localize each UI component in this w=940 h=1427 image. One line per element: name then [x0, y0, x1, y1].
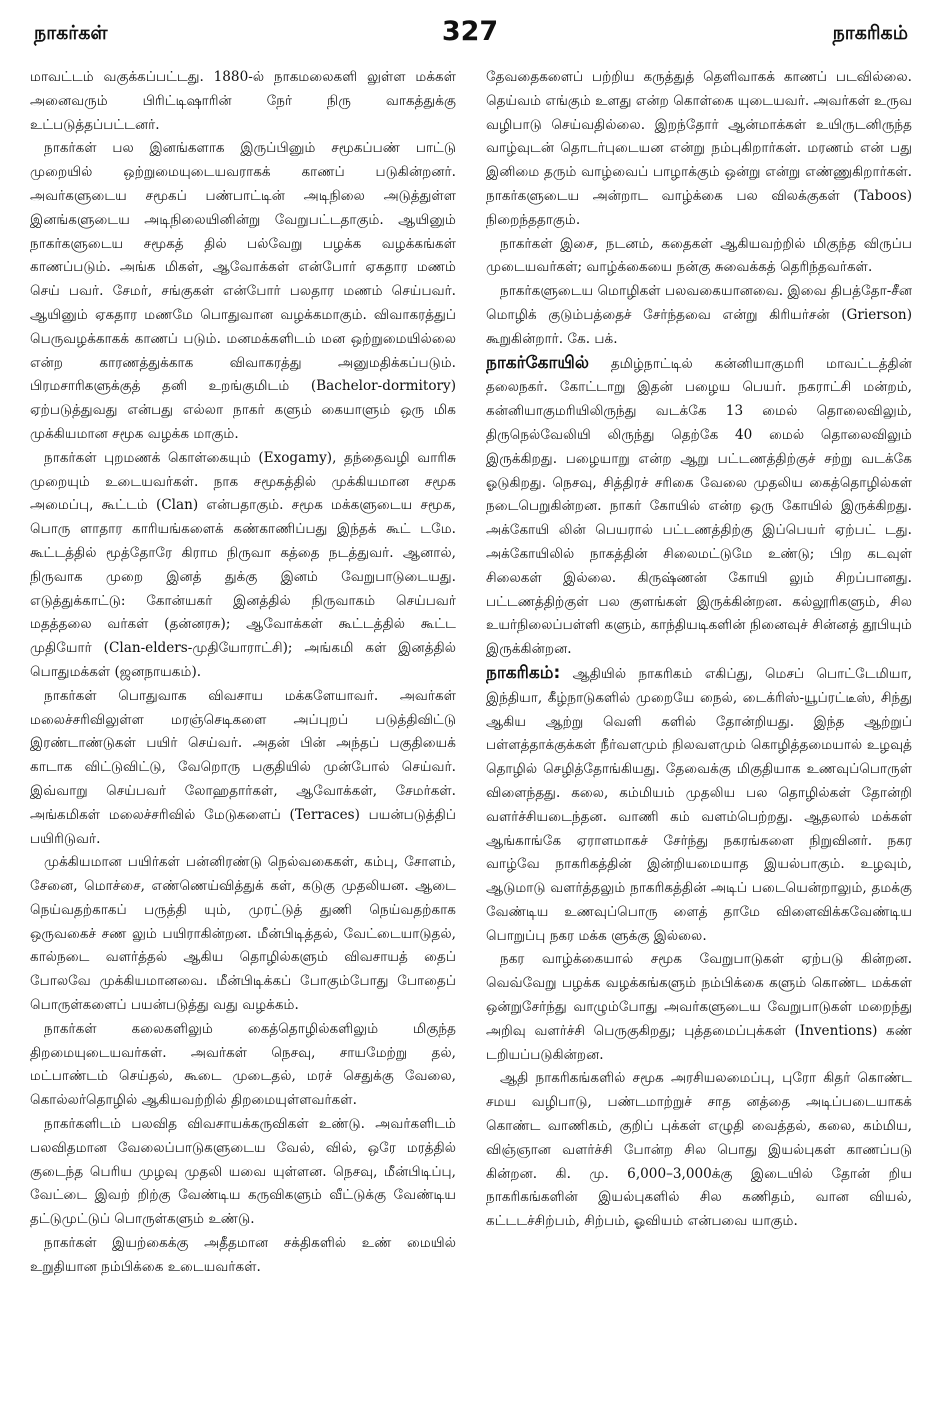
entry-nagercoil	[486, 352, 912, 662]
right-column	[486, 66, 912, 1416]
paragraph: நாகர்கள் கலைகளிலும் கைத்தொழில்களிலும் மிகுந்த திறமையுடையவர்கள். அவர்கள் நெசவு, சாயமேற்று தல், மட்பாண்டம் செய்தல், கூடை முடைதல், மரச் செதுக்கு வேலை, கொல்லர்தொழில் ஆகியவற்றில் திறமையுள்ளவர்கள்.	[30, 1020, 456, 1109]
entry-civilization	[486, 662, 912, 949]
running-head-right: நாகரிகம்	[832, 22, 908, 44]
entry-body: தமிழ்நாட்டில் கன்னியாகுமரி மாவட்டத்தின் தலைநகர். கோட்டாறு இதன் பழைய பெயர். நகராட்சி மன்றம், கன்னியாகுமரியிலிருந்து வடக்கே 13 மைல் தொலைவிலும், திருநெல்வேலியி லிருந்து தெற்கே 40 மைல் தொலைவிலும் இருக்கிறது. பழையாறு என்ற ஆறு பட்டணத்திற்குச் சற்று வடக்கே ஓடுகிறது. நெசவு, சித்திரச் சரிகை வேலை முதலிய கைத்தொழில்கள் நடைபெறுகின்றன. நாகர் கோயில் என்ற ஒரு கோயில் இருக்கிறது. அக்கோயி லின் பெயரால் பட்டணத்திற்கு இப்பெயர் ஏற்பட் டது. அக்கோயிலில் நாகத்தின் சிலைமட்டுமே உண்டு; பிற கடவுள் சிலைகள் இல்லை. கிருஷ்ணன் கோயி லும் சிறப்பானது. பட்டணத்திற்குள் பல குளங்கள் இருக்கின்றன. கல்லூரிகளும், சில உயர்நிலைப்பள்ளி களும், காந்தியடிகளின் நினைவுச் சின்னத் தூபியும் இருக்கின்றன.	[486, 355, 912, 658]
page-number: 327	[441, 16, 499, 47]
entry-heading: நாகரிகம்:	[486, 662, 561, 683]
paragraph: ஆதி நாகரிகங்களில் சமூக அரசியலமைப்பு, புரோ கிதர் கொண்ட சமய வழிபாடு, பண்டமாற்றுச் சாத னத்தை அடிப்படையாகக் கொண்ட வாணிகம், குறிப் புக்கள் எழுதி வைத்தல், கலை, கம்மிய, விஞ்ஞான வளர்ச்சி போன்ற சில பொது இயல்புகள் காணப்படு கின்றன. கி. மு. 6,000–3,000க்கு இடையில் தோன் றிய நாகரிகங்களின் இயல்புகளில் சில கணிதம், வான வியல், கட்டடச்சிற்பம், சிற்பம், ஓவியம் என்பவை யாகும்.	[486, 1070, 912, 1230]
paragraph: முக்கியமான பயிர்கள் பன்னிரண்டு நெல்வகைகள், கம்பு, சோளம், சேனை, மொச்சை, எண்ணெய்வித்துக் கள், கடுகு முதலியன. ஆடை நெய்வதற்காகப் பருத்தி யும், முரட்டுத் துணி நெய்வதற்காக ஒருவகைச் சண லும் பயிராகின்றன. மீன்பிடித்தல், வேட்டையாடுதல், கால்நடை வளர்த்தல் ஆகிய தொழில்களும் விவசாயத் தைப் போலவே முக்கியமானவை. மீன்பிடிக்கப் போகும்போது போதைப் பொருள்களைப் பயன்படுத்து வது வழக்கம்.	[30, 854, 456, 1014]
paragraph: நாகர்கள் இசை, நடனம், கதைகள் ஆகியவற்றில் மிகுந்த விருப்ப முடையவர்கள்; வாழ்க்கையை நன்கு சுவைக்கத் தெரிந்தவர்கள்.	[486, 235, 912, 276]
running-head-left: நாகர்கள்	[34, 22, 108, 44]
page-header	[0, 0, 940, 64]
paragraph: நகர வாழ்க்கையால் சமூக வேறுபாடுகள் ஏற்படு கின்றன. வெவ்வேறு பழக்க வழக்கங்களும் நம்பிக்கை களும் கொண்ட மக்கள் ஒன்றுசேர்ந்து வாழும்போது அவர்களுடைய வேறுபாடுகள் மறைந்து அறிவு வளர்ச்சி பெருகுகிறது; புத்தமைப்புக்கள் (Inventions) கண் டறியப்படுகின்றன.	[486, 951, 912, 1063]
paragraph: நாகர்கள் பல இனங்களாக இருப்பினும் சமூகப்பண் பாட்டு முறையில் ஒற்றுமையுடையவராகக் காணப் படுகின்றனர். அவர்களுடைய சமூகப் பண்பாட்டின் அடிநிலை அடுத்துள்ள இனங்களுடைய அடிநிலையினின்று வேறுபட்டதாகும். ஆயினும் நாகர்களுடைய சமூகத் தில் பல்வேறு பழக்க வழக்கங்கள் காணப்படும். அங்க மிகள், ஆவோக்கள் என்போர் ஏகதார மணம் செய் பவர். சேமர், சங்குகள் என்போர் பலதார மணம் செய்பவர். ஆயினும் ஏகதார மணமே பொதுவான வழக்கமாகும். விவாகரத்துப் பெருவழக்காகக் காணப் படும். மனமக்களிடம் மன ஒற்றுமையில்லை என்ற காரணத்துக்காக விவாகரத்து அனுமதிக்கப்படும். பிரமசாரிகளுக்குத் தனி உறங்குமிடம் (Bachelor-dormitory) ஏற்படுத்துவது என்பது எல்லா நாகர் களும் கையாளும் ஒரு மிக முக்கியமான சமூக வழக்க மாகும்.	[30, 140, 456, 442]
paragraph: நாகர்கள் இயற்கைக்கு அதீதமான சக்திகளில் உண் மையில் உறுதியான நம்பிக்கை உடையவர்கள்.	[30, 1235, 456, 1275]
paragraph: நாகர்கள் புறமணக் கொள்கையும் (Exogamy), தந்தைவழி வாரிசு முறையும் உடையவர்கள். நாக சமூகத்தில் முக்கியமான சமூக அமைப்பு, கூட்டம் (Clan) என்பதாகும். சமூக மக்களுடைய சமூக, பொரு ளாதார காரியங்களைக் கண்காணிப்பது இந்தக் கூட் டமே. கூட்டத்தில் மூத்தோரே கிராம நிருவா கத்தை நடத்துவர். ஆனால், நிருவாக முறை இனத் துக்கு இனம் வேறுபாடுடையது. எடுத்துக்காட்டு: கோன்யகர் இனத்தில் நிருவாகம் செய்பவர் மதத்தலை வர்கள் (தன்னரசு); ஆவோக்கள் கூட்டத்தில் கூட்ட முதியோர் (Clan-elders-முதியோராட்சி); அங்கமி கள் இனத்தில் பொதுமக்கள் (ஜனநாயகம்).	[30, 449, 456, 680]
paragraph: மாவட்டம் வகுக்கப்பட்டது. 1880-ல் நாகமலைகளி லுள்ள மக்கள் அனைவரும் பிரிட்டிஷாரின் நேர் நிரு வாகத்துக்கு உட்படுத்தப்பட்டனர்.	[30, 69, 456, 133]
paragraph: நாகர்களிடம் பலவித விவசாயக்கருவிகள் உண்டு. அவர்களிடம் பலவிதமான வேலைப்பாடுகளுடைய வேல், வில், ஒரே மரத்தில் குடைந்த பெரிய முழவு முதலி யவை யுள்ளன. நெசவு, மீன்பிடிப்பு, வேட்டை இவற் றிற்கு வேண்டிய கருவிகளும் வீட்டுக்கு வேண்டிய தட்டுமுட்டுப் பொருள்களும் உண்டு.	[30, 1116, 456, 1228]
left-column	[30, 66, 456, 1416]
paragraph: தேவதைகளைப் பற்றிய கருத்துத் தெளிவாகக் காணப் படவில்லை. தெய்வம் எங்கும் உளது என்ற கொள்கை யுடையவர். அவர்கள் உருவ வழிபாடு செய்வதில்லை. இறந்தோர் ஆன்மாக்கள் உயிருடனிருந்த வாழ்வுடன் தொடர்புடையன என்று நம்புகிறார்கள். மரணம் என் பது இனிமை தரும் வாழ்வைப் பாழாக்கும் ஒன்று என்று எண்ணுகிறார்கள். நாகர்களுடைய அன்றாட வாழ்க்கை பல விலக்குகள் (Taboos) நிறைந்ததாகும்.	[486, 69, 912, 228]
entry-body: ஆதியில் நாகரிகம் எகிப்து, மெசப் பொட்டேமியா, இந்தியா, கீழ்நாடுகளில் முறையே நைல், டைக்ரிஸ்-யூப்ரட்டீஸ், சிந்து ஆகிய ஆற்று வெளி களில் தோன்றியது. இந்த ஆற்றுப் பள்ளத்தாக்குக்கள் நீர்வளமும் நிலவளமும் கொழித்தமையால் உழவுத் தொழில் செழித்தோங்கியது. தேவைக்கு மிகுதியாக உணவுப்பொருள் விளைந்தது. கலை, கம்மியம் முதலிய பல தொழில்கள் தோன்றி வளர்ச்சியடைந்தன. வாணி கம் வளம்பெற்றது. ஆதலால் மக்கள் ஆங்காங்கே ஏராளமாகச் சேர்ந்து நகரங்களை நிறுவினர். நகர வாழ்வே நாகரிகத்தின் இன்றியமையாத இயல்பாகும். உழவும், ஆடுமாடு வளர்த்தலும் நாகரிகத்தின் அடிப் படையென்றாலும், தமக்கு வேண்டிய உணவுப்பொரு ளைத் தாமே விளைவிக்கவேண்டிய பொறுப்பு நகர மக்க ளுக்கு இல்லை.	[486, 665, 912, 944]
paragraph: நாகர்களுடைய மொழிகள் பலவகையானவை. இவை திபத்தோ-சீன மொழிக் குடும்பத்தைச் சேர்ந்தவை என்று கிரியர்சன் (Grierson) கூறுகின்றார். கே. பக்.	[486, 283, 912, 347]
entry-heading: நாகர்கோயில்	[486, 352, 589, 373]
paragraph: நாகர்கள் பொதுவாக விவசாய மக்களேயாவர். அவர்கள் மலைச்சரிவிலுள்ள மரஞ்செடிகளை அப்புறப் படுத்திவிட்டு இரண்டாண்டுகள் பயிர் செய்வர். அதன் பின் அந்தப் பகுதியைக் காடாக விட்டுவிட்டு, வேறொரு பகுதியில் முன்போல் செய்வர். இவ்வாறு செய்பவர் லோஹதார்கள், ஆவோக்கள், சேமர்கள். அங்கமிகள் மலைச்சரிவில் மேடுகளைப் (Terraces) பயன்படுத்திப் பயிரிடுவர்.	[30, 687, 456, 847]
